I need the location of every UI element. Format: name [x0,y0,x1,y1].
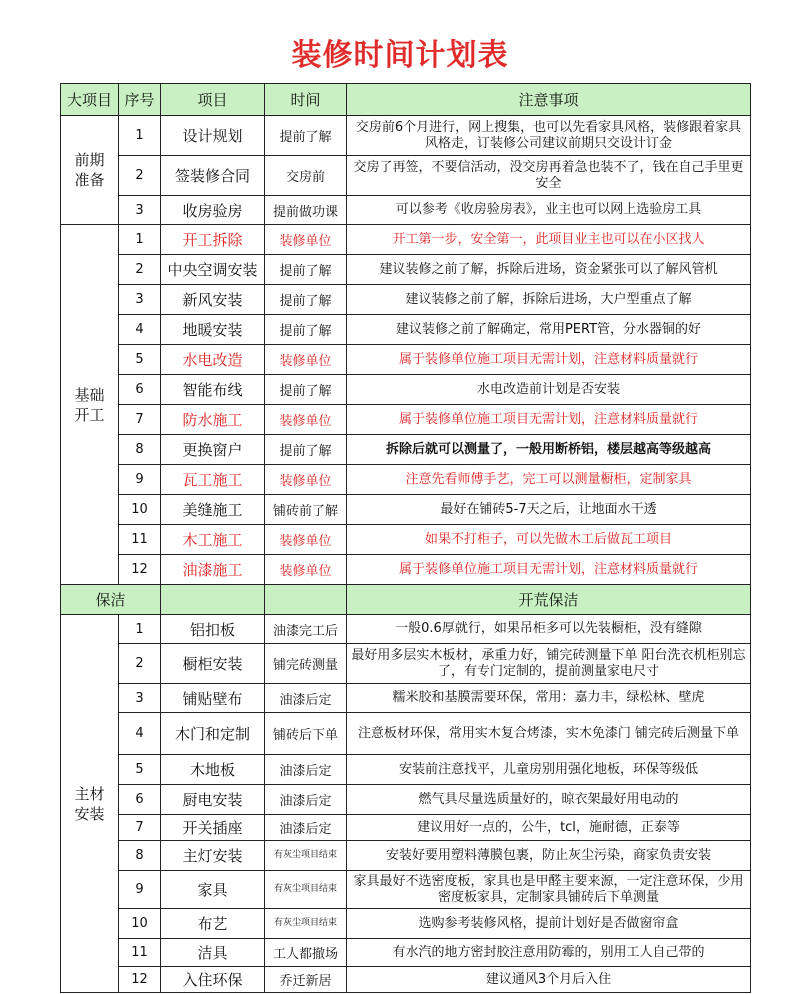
timing: 油漆后定 [265,785,347,815]
timing: 装修单位 [265,405,347,435]
note: 注意先看师傅手艺，完工可以测量橱柜，定制家具 [347,465,751,495]
item-name: 中央空调安装 [161,255,265,285]
schedule-table [60,83,751,993]
note: 属于装修单位施工项目无需计划，注意材料质量就行 [347,345,751,375]
note: 家具最好不选密度板，家具也是甲醛主要来源，一定注意环保，少用密度板家具，定制家具铺砖后下单测量 [347,871,751,909]
row-number: 11 [119,525,161,555]
table-row [61,815,751,841]
timing: 油漆后定 [265,755,347,785]
timing: 铺砖前了解 [265,495,347,525]
note: 安装前注意找平，儿童房别用强化地板，环保等级低 [347,755,751,785]
note: 交房前6个月进行，网上搜集，也可以先看家具风格，装修跟着家具风格走，订装修公司建议前期只交设计订金 [347,116,751,156]
row-number: 10 [119,909,161,939]
note: 注意板材环保，常用实木复合烤漆，实木免漆门 铺完砖后测量下单 [347,713,751,755]
item-name: 瓦工施工 [161,465,265,495]
timing: 装修单位 [265,465,347,495]
row-number: 11 [119,939,161,967]
timing: 装修单位 [265,525,347,555]
note: 建议装修之前了解，拆除后进场，资金紧张可以了解风管机 [347,255,751,285]
note: 最好用多层实木板材，承重力好，铺完砖测量下单 阳台洗衣机柜别忘了，有专门定制的，提前测量家电尺寸 [347,644,751,684]
row-number: 9 [119,871,161,909]
row-number: 2 [119,156,161,196]
item-name: 开关插座 [161,815,265,841]
timing: 铺完砖测量 [265,644,347,684]
timing: 提前了解 [265,116,347,156]
note: 糯米胶和基膜需要环保，常用：嘉力丰，绿松林、壁虎 [347,684,751,713]
timing: 提前了解 [265,255,347,285]
timing: 工人都撤场 [265,939,347,967]
note: 水电改造前计划是否安装 [347,375,751,405]
table-row [61,116,751,156]
section-spacer [161,585,265,615]
row-number: 5 [119,755,161,785]
table-row [61,644,751,684]
table-row [61,755,751,785]
category-basic-construction: 基础开工 [61,225,119,585]
row-number: 7 [119,815,161,841]
category-main-materials: 主材安装 [61,615,119,993]
table-row [61,871,751,909]
row-number: 3 [119,285,161,315]
note: 可以参考《收房验房表》，业主也可以网上选验房工具 [347,196,751,225]
item-name: 设计规划 [161,116,265,156]
timing: 提前做功课 [265,196,347,225]
row-number: 1 [119,116,161,156]
note: 燃气具尽量选质量好的，晾衣架最好用电动的 [347,785,751,815]
row-number: 1 [119,225,161,255]
note: 建议用好一点的，公牛，tcl，施耐德，正泰等 [347,815,751,841]
row-number: 7 [119,405,161,435]
timing: 提前了解 [265,435,347,465]
category-cleaning: 保洁 [61,585,161,615]
table-row [61,495,751,525]
note: 建议通风3个月后入住 [347,967,751,993]
table-row [61,465,751,495]
table-row [61,785,751,815]
item-name: 新风安装 [161,285,265,315]
row-number: 4 [119,315,161,345]
note: 建议装修之前了解，拆除后进场，大户型重点了解 [347,285,751,315]
page-title: 装修时间计划表 [291,38,509,73]
table-row [61,196,751,225]
timing: 装修单位 [265,555,347,585]
row-number: 10 [119,495,161,525]
note: 一般0.6厚就行，如果吊柜多可以先装橱柜，没有缝隙 [347,615,751,644]
header-category: 大项目 [61,84,119,116]
header-row [61,84,751,116]
header-notes: 注意事项 [347,84,751,116]
table-row [61,967,751,993]
timing: 交房前 [265,156,347,196]
timing: 有灰尘项目结束 [265,871,347,909]
timing: 装修单位 [265,225,347,255]
item-name: 入住环保 [161,967,265,993]
row-number: 6 [119,785,161,815]
note: 开工第一步，安全第一，此项目业主也可以在小区找人 [347,225,751,255]
timing: 油漆后定 [265,815,347,841]
header-item: 项目 [161,84,265,116]
row-number: 1 [119,615,161,644]
table-row [61,435,751,465]
note: 建议装修之前了解确定，常用PERT管，分水器铜的好 [347,315,751,345]
timing: 提前了解 [265,285,347,315]
table-row [61,525,751,555]
item-name: 美缝施工 [161,495,265,525]
note: 交房了再签，不要信活动，没交房再着急也装不了，钱在自己手里更安全 [347,156,751,196]
item-name: 洁具 [161,939,265,967]
item-name: 水电改造 [161,345,265,375]
section-spacer [265,585,347,615]
timing: 有灰尘项目结束 [265,841,347,871]
table-row [61,684,751,713]
note: 拆除后就可以测量了，一般用断桥铝，楼层越高等级越高 [347,435,751,465]
note: 属于装修单位施工项目无需计划，注意材料质量就行 [347,405,751,435]
table-row [61,615,751,644]
note: 属于装修单位施工项目无需计划，注意材料质量就行 [347,555,751,585]
table-row [61,255,751,285]
table-row [61,713,751,755]
item-name: 橱柜安装 [161,644,265,684]
note: 安装好要用塑料薄膜包裹，防止灰尘污染，商家负责安装 [347,841,751,871]
row-number: 9 [119,465,161,495]
timing: 油漆完工后 [265,615,347,644]
row-number: 2 [119,644,161,684]
table-row [61,841,751,871]
item-name: 签装修合同 [161,156,265,196]
item-name: 木工施工 [161,525,265,555]
table-row [61,156,751,196]
table-row [61,345,751,375]
item-name: 布艺 [161,909,265,939]
section-row [61,585,751,615]
header-number: 序号 [119,84,161,116]
table-row [61,285,751,315]
item-name: 铝扣板 [161,615,265,644]
row-number: 3 [119,196,161,225]
row-number: 3 [119,684,161,713]
item-name: 防水施工 [161,405,265,435]
row-number: 2 [119,255,161,285]
item-name: 木门和定制 [161,713,265,755]
timing: 装修单位 [265,345,347,375]
item-name: 开工拆除 [161,225,265,255]
row-number: 5 [119,345,161,375]
item-name: 主灯安装 [161,841,265,871]
row-number: 4 [119,713,161,755]
item-name: 家具 [161,871,265,909]
item-name: 智能布线 [161,375,265,405]
item-name: 地暖安装 [161,315,265,345]
table-row [61,939,751,967]
timing: 有灰尘项目结束 [265,909,347,939]
table-row [61,225,751,255]
timing: 油漆后定 [265,684,347,713]
row-number: 8 [119,841,161,871]
timing: 乔迁新居 [265,967,347,993]
timing: 提前了解 [265,315,347,345]
table-row [61,375,751,405]
table-row [61,909,751,939]
item-name: 油漆施工 [161,555,265,585]
row-number: 12 [119,967,161,993]
note: 选购参考装修风格，提前计划好是否做窗帘盒 [347,909,751,939]
item-name: 铺贴壁布 [161,684,265,713]
item-name: 厨电安装 [161,785,265,815]
note: 有水汽的地方密封胶注意用防霉的，别用工人自己带的 [347,939,751,967]
item-name: 收房验房 [161,196,265,225]
row-number: 8 [119,435,161,465]
header-time: 时间 [265,84,347,116]
table-row [61,315,751,345]
timing: 提前了解 [265,375,347,405]
row-number: 6 [119,375,161,405]
table-row [61,555,751,585]
note: 如果不打柜子，可以先做木工后做瓦工项目 [347,525,751,555]
row-number: 12 [119,555,161,585]
note: 最好在铺砖5-7天之后，让地面水干透 [347,495,751,525]
timing: 铺砖后下单 [265,713,347,755]
item-name: 木地板 [161,755,265,785]
item-name: 更换窗户 [161,435,265,465]
table-row [61,405,751,435]
section-banner: 开荒保洁 [347,585,751,615]
category-prep: 前期准备 [61,116,119,225]
